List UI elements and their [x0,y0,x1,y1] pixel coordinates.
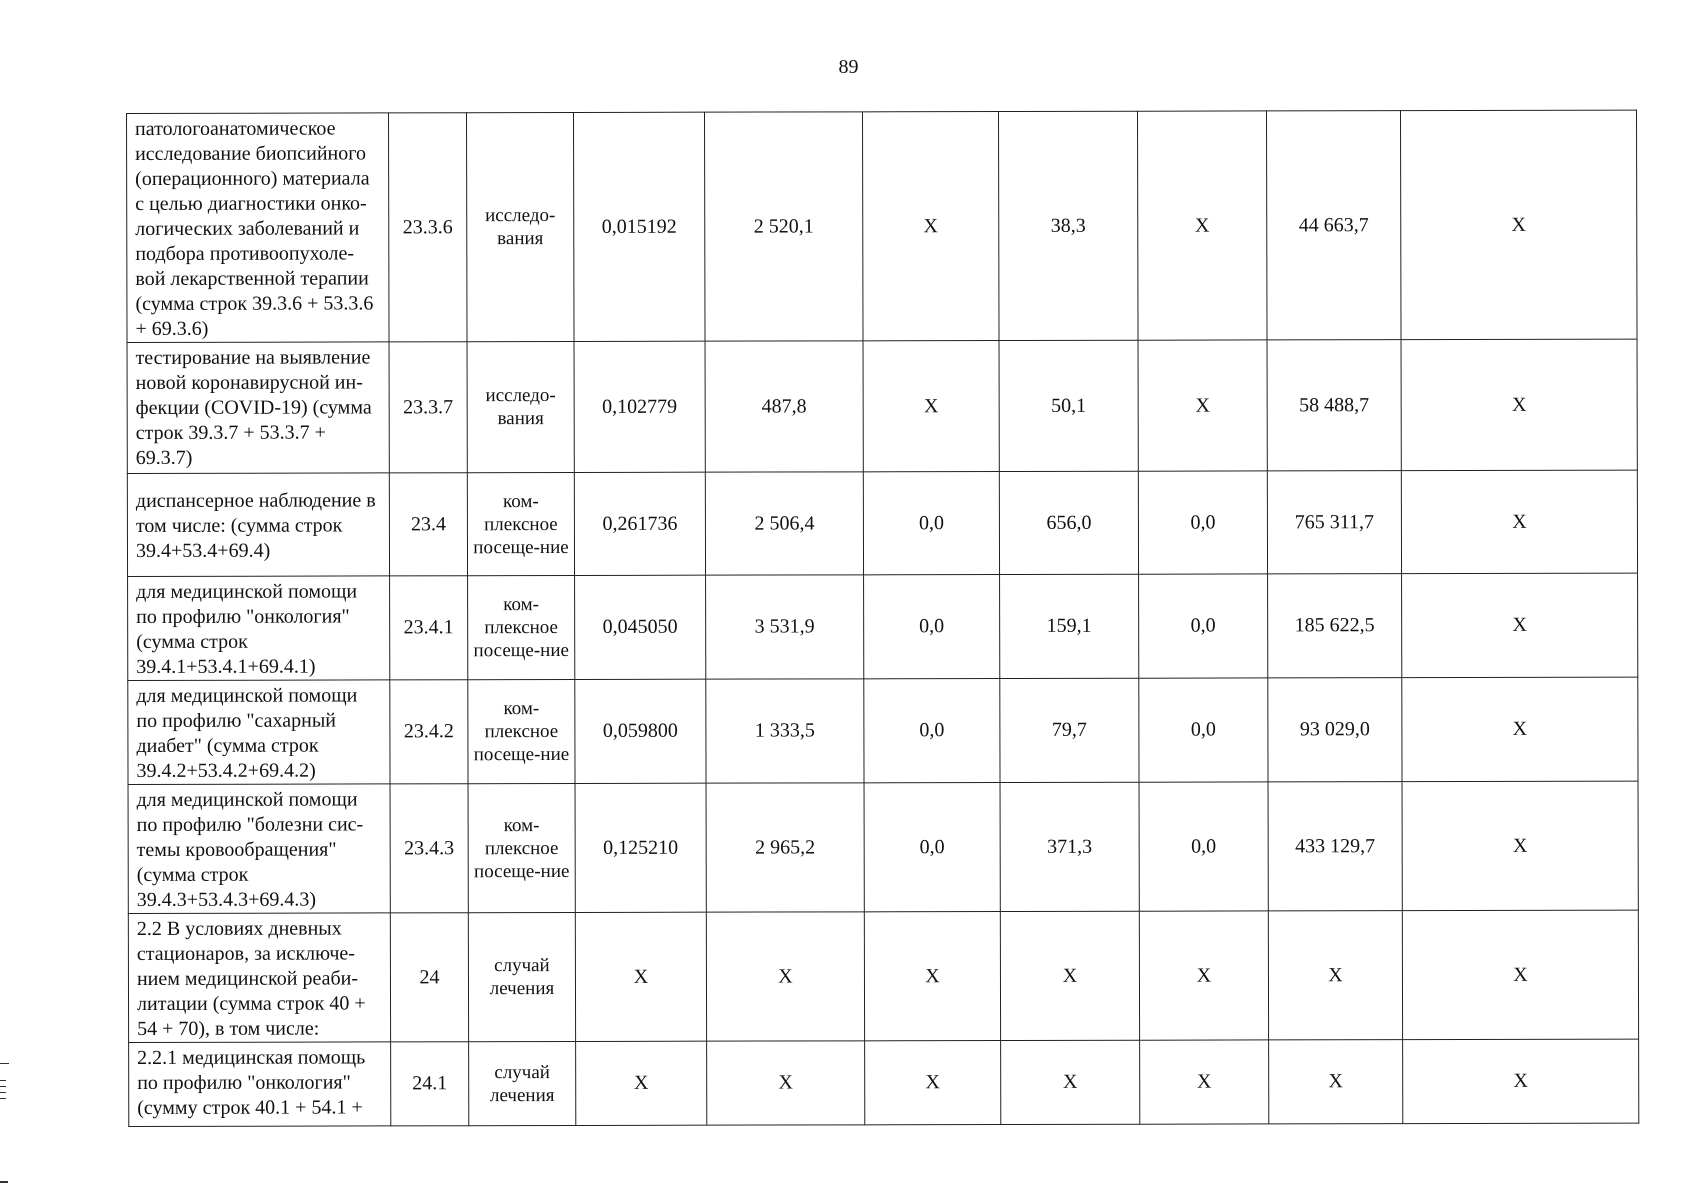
table-cell: 0,102779 [574,341,705,472]
table-cell: X [864,912,1000,1041]
scan-mark [0,1080,6,1081]
table-cell: 93 029,0 [1268,678,1402,782]
table-cell: X [863,341,999,472]
table-cell: 58 488,7 [1267,340,1401,471]
table-cell: X [707,1041,865,1125]
row-code: 23.4 [389,473,467,576]
table-cell: 0,125210 [575,783,706,912]
scan-mark [0,1181,8,1183]
table-cell: 0,261736 [574,472,705,575]
scan-mark [0,1086,6,1087]
table-cell: X [865,1041,1001,1125]
table-cell: X [1402,573,1638,678]
row-name: для медицинской помощи по профилю "онкология" (сумма строк 39.4.1+53.4.1+69.4.1) [128,576,390,681]
table-cell: X [1140,1040,1269,1124]
scan-mark [0,1092,6,1093]
table-cell: 0,0 [1139,678,1268,782]
table-cell: X [1401,470,1637,574]
row-name: для медицинской помощи по профилю "сахарный диабет" (сумма строк 39.4.2+53.4.2+69.4.2) [128,680,390,785]
row-name: патологоанатомическое исследование биопсийного (операционного) материала с целью диагностики онко-логических заболеваний и подбора противоопухоле-вой лекарственной терапии (сумма строк 39.3.6 + 53.3.6 + 69.3.6) [127,113,390,343]
row-name: для медицинской помощи по профилю "болезни сис-темы кровообращения" (сумма строк 39.4.3+53.4.3+69.4.3) [128,784,390,914]
table-cell: 0,0 [1138,471,1267,574]
table-cell: 0,059800 [575,679,706,783]
row-name: 2.2 В условиях дневных стационаров, за исключе-нием медицинской реаби-литации (сумма строк 40 + 54 + 70), в том числе: [128,913,390,1043]
table-cell: 50,1 [999,340,1138,471]
table-row [127,339,1637,473]
row-unit: ком-плексное посеще-ние [468,783,575,912]
table-cell: X [1401,339,1637,471]
table-cell: X [1139,911,1268,1040]
table-cell: X [1137,111,1267,340]
table-row [128,910,1638,1042]
table-cell: X [575,912,706,1041]
table-container [126,110,1638,1127]
scan-mark [0,1063,9,1064]
table-cell: 433 129,7 [1268,782,1402,911]
table-cell: 2 965,2 [706,783,864,912]
table-row [127,110,1638,342]
table-cell: 765 311,7 [1267,471,1401,574]
row-name: 2.2.1 медицинская помощь по профилю "онкология" (сумму строк 40.1 + 54.1 + [129,1042,391,1127]
table-cell: X [1000,911,1139,1040]
table-cell: 0,045050 [575,575,706,679]
table-cell: X [1403,1039,1639,1124]
row-code: 24 [390,913,468,1042]
table-cell: X [1138,340,1267,471]
table-cell: 0,0 [1139,574,1268,678]
row-unit: исследо-вания [467,341,574,472]
row-name: диспансерное наблюдение в том числе: (сумма строк 39.4+53.4+69.4) [127,473,389,577]
table-row [129,1039,1639,1126]
table-cell: 0,0 [863,472,999,575]
table-cell: 79,7 [1000,678,1139,782]
row-unit: ком-плексное посеще-ние [467,472,574,575]
table-cell: 185 622,5 [1268,574,1402,678]
data-table [126,110,1639,1127]
table-cell: 0,015192 [574,112,706,341]
row-unit: ком-плексное посеще-ние [468,575,575,679]
row-code: 24.1 [391,1042,469,1126]
table-cell: X [1001,1040,1140,1124]
scan-mark [0,1098,6,1099]
table-cell: X [862,112,999,341]
table-cell: 0,0 [864,575,1000,679]
table-cell: X [576,1041,707,1125]
table-cell: 159,1 [1000,574,1139,678]
table-cell: 0,0 [1139,782,1268,911]
row-name: тестирование на выявление новой коронавирусной ин-фекции (COVID-19) (сумма строк 39.3.7 + 53.3.7 + 69.3.7) [127,342,389,474]
table-cell: X [706,912,864,1041]
row-code: 23.4.1 [390,576,468,680]
table-cell: 487,8 [705,341,863,472]
row-code: 23.3.7 [389,342,467,473]
table-cell: X [1268,911,1402,1040]
table-cell: 2 506,4 [705,472,863,575]
table-cell: 371,3 [1000,782,1139,911]
table-cell: 1 333,5 [706,679,864,783]
row-code: 23.3.6 [389,113,468,342]
table-cell: X [1402,910,1638,1040]
table-cell: 44 663,7 [1266,111,1401,340]
row-code: 23.4.3 [390,784,468,913]
table-cell: X [1269,1040,1403,1124]
table-cell: 2 520,1 [704,112,863,341]
page-number: 89 [838,56,859,78]
row-unit: случай лечения [469,1041,576,1125]
table-row [128,781,1638,913]
row-unit: исследо-вания [467,112,575,341]
table-cell: 0,0 [864,783,1000,912]
table-cell: X [1400,110,1637,340]
row-code: 23.4.2 [390,680,468,784]
table-cell: 656,0 [999,471,1138,574]
table-cell: 38,3 [998,111,1138,340]
row-unit: случай лечения [468,912,575,1041]
table-cell: X [1402,781,1638,911]
table-row [127,470,1637,576]
row-unit: ком-плексное посеще-ние [468,679,575,783]
table-row [128,573,1638,680]
table-row [128,677,1638,784]
table-cell: X [1402,677,1638,782]
table-cell: 0,0 [864,679,1000,783]
table-cell: 3 531,9 [706,575,864,679]
